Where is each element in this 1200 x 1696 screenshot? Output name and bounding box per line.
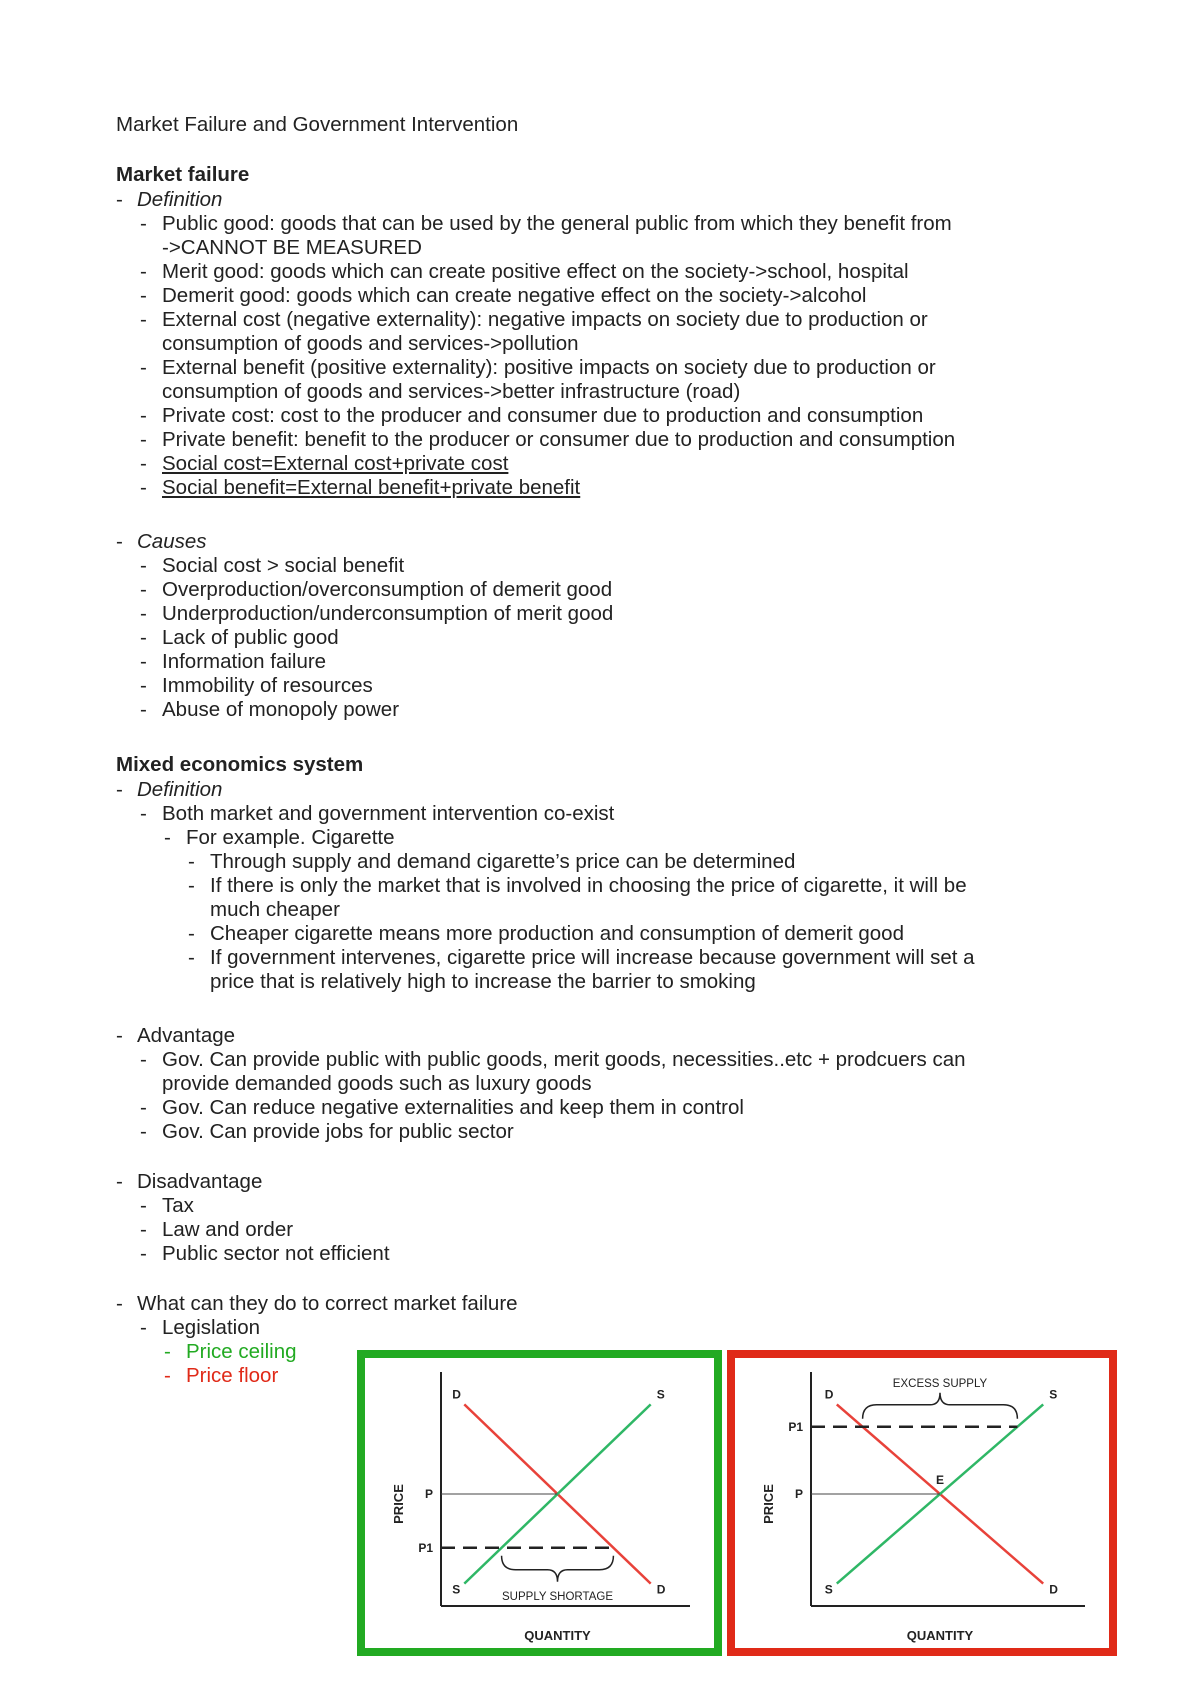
causes-label: Causes — [137, 530, 207, 553]
bullet-dash: - — [140, 674, 147, 697]
bullet-dash: - — [140, 428, 147, 451]
list-item: Gov. Can provide public with public goods, merit goods, necessities..etc + prodcuers can — [162, 1048, 966, 1071]
list-item: Social benefit=External benefit+private benefit — [162, 476, 581, 499]
price-floor-chart — [727, 1350, 1117, 1656]
bullet-dash: - — [116, 530, 123, 553]
equilibrium-label: E — [935, 1473, 945, 1487]
list-item: If government intervenes, cigarette price will increase because government will set a — [210, 946, 975, 969]
bullet-dash: - — [116, 1292, 123, 1315]
bullet-dash: - — [140, 1096, 147, 1119]
list-item: Underproduction/underconsumption of merit good — [162, 602, 614, 625]
supply-start-label: S — [452, 1582, 461, 1597]
bullet-dash: - — [140, 1048, 147, 1071]
bullet-dash: - — [116, 778, 123, 801]
demand-start-label: D — [452, 1387, 461, 1402]
correct-label: What can they do to correct market failure — [137, 1292, 518, 1315]
bullet-dash: - — [164, 826, 171, 849]
page-title: Market Failure and Government Intervention — [116, 113, 519, 136]
list-item: Immobility of resources — [162, 674, 373, 697]
bullet-dash: - — [140, 650, 147, 673]
bullet-dash: - — [140, 452, 147, 475]
list-item: External cost (negative externality): negative impacts on society due to production or — [162, 308, 928, 331]
list-item: For example. Cigarette — [186, 826, 395, 849]
bullet-dash: - — [164, 1340, 171, 1363]
list-item: much cheaper — [210, 898, 340, 921]
price-tick-label: P1 — [418, 1540, 433, 1555]
list-item: consumption of goods and services->pollution — [162, 332, 579, 355]
list-item: Abuse of monopoly power — [162, 698, 400, 721]
x-axis-label: QUANTITY — [906, 1628, 974, 1643]
bullet-dash: - — [140, 1242, 147, 1265]
bullet-dash: - — [140, 1194, 147, 1217]
list-item: Demerit good: goods which can create negative effect on the society->alcohol — [162, 284, 867, 307]
list-item: Merit good: goods which can create positive effect on the society->school, hospital — [162, 260, 909, 283]
list-item: Gov. Can reduce negative externalities and keep them in control — [162, 1096, 744, 1119]
demand-end-label: D — [656, 1582, 666, 1597]
list-item: Private benefit: benefit to the producer or consumer due to production and consumption — [162, 428, 956, 451]
bullet-dash: - — [140, 284, 147, 307]
price-floor-label: Price floor — [186, 1364, 279, 1387]
list-item: Cheaper cigarette means more production and consumption of demerit good — [210, 922, 904, 945]
price-tick-label: P — [794, 1487, 803, 1501]
bullet-dash: - — [140, 404, 147, 427]
bullet-dash: - — [140, 698, 147, 721]
list-item: Information failure — [162, 650, 327, 673]
list-item: price that is relatively high to increase the barrier to smoking — [210, 970, 756, 993]
list-item: consumption of goods and services->better infrastructure (road) — [162, 380, 741, 403]
list-item: External benefit (positive externality): positive impacts on society due to production or — [162, 356, 936, 379]
bullet-dash: - — [140, 356, 147, 379]
y-axis-label: PRICE — [761, 1484, 776, 1524]
bullet-dash: - — [188, 922, 195, 945]
list-item: Social cost > social benefit — [162, 554, 405, 577]
list-item: Tax — [162, 1194, 194, 1217]
y-axis-label: PRICE — [391, 1484, 406, 1524]
advantage-label: Advantage — [137, 1024, 236, 1047]
bullet-dash: - — [116, 188, 123, 211]
list-item: Overproduction/overconsumption of demerit good — [162, 578, 613, 601]
bullet-dash: - — [188, 874, 195, 897]
heading-market-failure: Market failure — [116, 163, 250, 186]
list-item: Law and order — [162, 1218, 294, 1241]
bullet-dash: - — [140, 212, 147, 235]
annotation-label: EXCESS SUPPLY — [892, 1377, 988, 1390]
bullet-dash: - — [164, 1364, 171, 1387]
bullet-dash: - — [188, 850, 195, 873]
bullet-dash: - — [140, 308, 147, 331]
supply-end-label: S — [1049, 1387, 1058, 1402]
list-item: Gov. Can provide jobs for public sector — [162, 1120, 514, 1143]
list-item: Private cost: cost to the producer and consumer due to production and consumption — [162, 404, 924, 427]
bullet-dash: - — [140, 554, 147, 577]
bullet-dash: - — [116, 1024, 123, 1047]
bullet-dash: - — [140, 1218, 147, 1241]
list-item: ->CANNOT BE MEASURED — [162, 236, 422, 259]
list-item: provide demanded goods such as luxury goods — [162, 1072, 592, 1095]
definition-label: Definition — [137, 778, 223, 801]
list-item: Both market and government intervention co-exist — [162, 802, 615, 825]
price-ceiling-chart — [357, 1350, 722, 1656]
annotation-label: SUPPLY SHORTAGE — [502, 1590, 613, 1603]
definition-label: Definition — [137, 188, 223, 211]
list-item: Public sector not efficient — [162, 1242, 390, 1265]
bullet-dash: - — [188, 946, 195, 969]
list-item: If there is only the market that is involved in choosing the price of cigarette, it will be — [210, 874, 967, 897]
price-tick-label: P — [424, 1487, 433, 1501]
x-axis-label: QUANTITY — [524, 1628, 591, 1643]
demand-end-label: D — [1049, 1582, 1058, 1597]
list-item: Through supply and demand cigarette’s price can be determined — [210, 850, 796, 873]
price-ceiling-label: Price ceiling — [186, 1340, 297, 1363]
price-tick-label: P1 — [788, 1419, 803, 1434]
bullet-dash: - — [140, 476, 147, 499]
demand-start-label: D — [824, 1387, 834, 1402]
list-item: Legislation — [162, 1316, 261, 1339]
list-item: Social cost=External cost+private cost — [162, 452, 509, 475]
supply-end-label: S — [656, 1387, 665, 1402]
bullet-dash: - — [140, 1316, 147, 1339]
disadvantage-label: Disadvantage — [137, 1170, 263, 1193]
bullet-dash: - — [140, 260, 147, 283]
list-item: Public good: goods that can be used by the general public from which they benefit from — [162, 212, 952, 235]
supply-start-label: S — [824, 1582, 833, 1597]
bullet-dash: - — [116, 1170, 123, 1193]
bullet-dash: - — [140, 1120, 147, 1143]
list-item: Lack of public good — [162, 626, 339, 649]
heading-mixed-economics: Mixed economics system — [116, 753, 364, 776]
bullet-dash: - — [140, 602, 147, 625]
bullet-dash: - — [140, 578, 147, 601]
bullet-dash: - — [140, 626, 147, 649]
bullet-dash: - — [140, 802, 147, 825]
